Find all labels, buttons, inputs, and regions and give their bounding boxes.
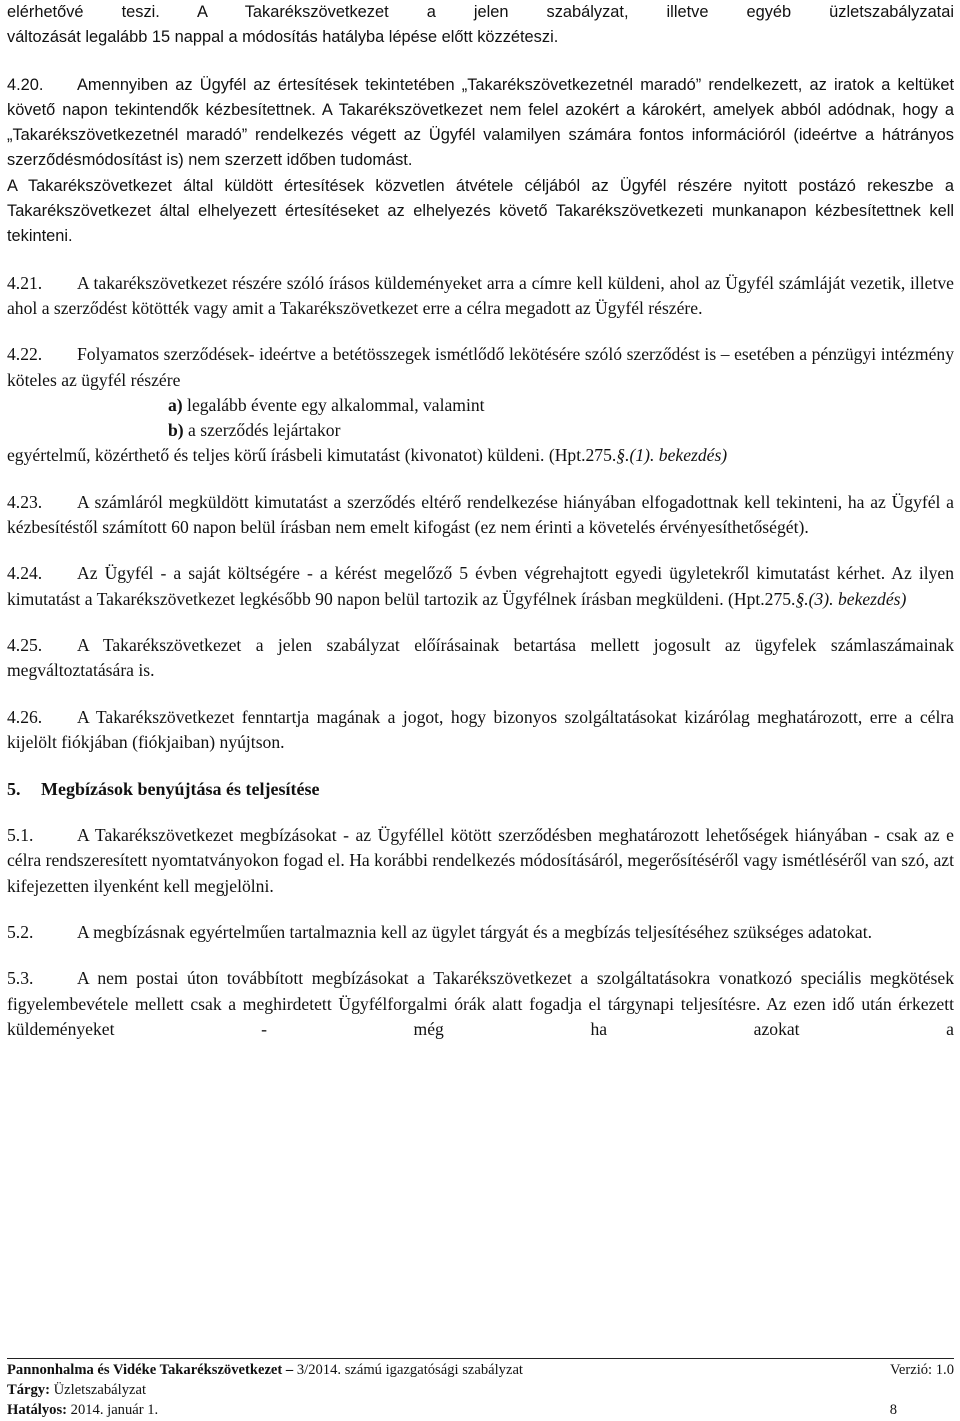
list-item-a — [7, 393, 954, 418]
section-text: A megbízásnak egyértelműen tartalmaznia kell az ügylet tárgyát és a megbízás teljesítéséhez szükséges adatokat. — [77, 922, 872, 943]
section-text: A Takarékszövetkezet a jelen szabályzat előírásainak betartása mellett jogosult az ügyfelek számlaszámainak megváltoztatására is. — [7, 634, 954, 681]
section-tail: egyértelmű, közérthető és teljes körű írásbeli kimutatást (kivonatot) küldeni. (Hpt.275. — [7, 445, 617, 466]
list-text-a: legalább évente egy alkalommal, valamint — [182, 394, 485, 415]
section-text: A számláról megküldött kimutatást a szerződés eltérő rendelkezése hiányában elfogadottnak kell tekinteni, ha az Ügyfél a kézbesítéstől számított 60 napon belül írásban nem emelt kifogást (ez nem érinti a követelés érvényesíthetőségét). — [7, 491, 954, 538]
section-text: A nem postai úton továbbított megbízásokat a Takarékszövetkezet a szolgáltatásokra vonatkozó speciális megkötések figyelembevétele mellett csak a meghirdetett Ügyfélforgalmi órák alatt fogadja el tárgynapi teljesítésre. Az ezen idő után érkezett küldeményeket - még ha azokat a — [7, 968, 954, 1039]
section-number: 4.25. — [7, 634, 43, 655]
section-4-23 — [7, 490, 954, 541]
section-4-26 — [7, 705, 954, 756]
footer-subject-label: Tárgy: — [7, 1382, 54, 1398]
section-text-c: A Takarékszövetkezet által küldött értesítések közvetlen átvétele céljából az Ügyfél részére nyitott postázó rekeszbe a Takarékszövetkezet által elhelyezett értesítéseket az elhelyezés követő Takarékszövetkezeti munkanapon kézbesítettnek kell tekinteni. — [7, 176, 954, 246]
chapter-title: Megbízások benyújtása és teljesítése — [41, 779, 320, 800]
section-number: 5.3. — [7, 968, 34, 989]
section-text: A Takarékszövetkezet fenntartja magának a jogot, hogy bizonyos szolgáltatásokat kizárólag meghatározott, erre a célra kijelölt fiókjában (fiókjaiban) nyújtson. — [7, 706, 954, 752]
section-text: Folyamatos szerződések- ideértve a betétösszegek ismétlődő lekötésére szóló szerződést is – esetében a pénzügyi intézmény köteles az ügyfél részére — [7, 344, 954, 390]
section-4-22 — [7, 342, 954, 468]
legal-reference: §.(3). bekezdés) — [795, 588, 907, 609]
section-number: 5.1. — [7, 825, 34, 846]
list-label-b: b) — [168, 420, 184, 441]
list-label-a: a) — [168, 394, 183, 415]
section-text-b: A Takarékszövetkezet nem felel azokért a károkért, amelyek abból adódnak, hogy a „Takarékszövetkezetnél maradó” rendelkezés végett az Ügyfél valamilyen számára fontos információról (ideértve a hátrányos szerződésmódosítást is) nem szerzett időben tudomást. — [7, 100, 954, 170]
intro-line-2: változását legalább 15 nappal a módosítás hatályba lépése előtt közzéteszi. — [7, 28, 559, 47]
list-item-b — [7, 418, 954, 443]
footer-effective-label: Hatályos: — [7, 1402, 71, 1418]
section-number: 4.23. — [7, 491, 43, 512]
section-text: A Takarékszövetkezet megbízásokat - az Ügyféllel kötött szerződésben meghatározott lehetőségek hiányában - csak az e célra rendszeresített nyomtatványokon fogad el. Ha korábbi rendelkezés módosításáról, megerősítéséről vagy ismétléséről van szó, azt kifejezetten ilyenként kell megjelölni. — [7, 825, 954, 896]
section-4-20 — [7, 73, 954, 250]
page-footer — [7, 1358, 954, 1420]
section-4-24 — [7, 561, 954, 612]
footer-effective-date: 2014. január 1. — [70, 1402, 159, 1418]
section-number: 4.22. — [7, 344, 43, 365]
intro-paragraph — [7, 0, 954, 51]
page-number: 8 — [889, 1402, 897, 1418]
footer-dash: – — [282, 1362, 297, 1378]
footer-subject: Üzletszabályzat — [53, 1382, 146, 1398]
chapter-number: 5. — [7, 779, 21, 800]
document-page — [7, 0, 954, 1042]
section-text-a: Amennyiben az Ügyfél az értesítések tekintetében „Takarékszövetkezetnél maradó” rendelkezett, az iratok a keltüket követő napon tekintendők kézbesítettnek. — [7, 75, 954, 119]
footer-organization: Pannonhalma és Vidéke Takarékszövetkezet — [7, 1362, 283, 1378]
legal-reference: §.(1). bekezdés) — [616, 445, 728, 466]
footer-row-3 — [7, 1400, 954, 1420]
footer-version: Verzió: 1.0 — [889, 1362, 954, 1378]
section-number: 5.2. — [7, 922, 34, 943]
section-5-2 — [7, 920, 954, 945]
section-4-25 — [7, 633, 954, 684]
section-5-3 — [7, 966, 954, 1042]
section-4-21 — [7, 271, 954, 322]
footer-regulation: 3/2014. számú igazgatósági szabályzat — [296, 1362, 523, 1378]
section-number: 4.26. — [7, 706, 43, 727]
section-number: 4.20. — [7, 75, 44, 94]
intro-line-1: elérhetővé teszi. A Takarékszövetkezet a jelen szabályzat, illetve egyéb üzletszabályzatai — [7, 3, 954, 21]
chapter-heading — [7, 776, 954, 802]
footer-row-2 — [7, 1380, 954, 1400]
footer-row-1 — [7, 1360, 954, 1380]
list-text-b: a szerződés lejártakor — [183, 420, 341, 441]
section-number: 4.24. — [7, 563, 43, 584]
section-number: 4.21. — [7, 272, 43, 293]
section-text: Az Ügyfél - a saját költségére - a kérést megelőző 5 évben végrehajtott egyedi ügyletekről kimutatást kérhet. Az ilyen kimutatást a Takarékszövetkezet legkésőbb 90 napon belül tartozik az Ügyfélnek írásban megküldeni. (Hpt.275. — [7, 563, 954, 609]
section-text: A takarékszövetkezet részére szóló írásos küldeményeket arra a címre kell küldeni, ahol az Ügyfél számláját vezetik, illetve ahol a szerződést kötötték vagy amit a Takarékszövetkezet erre a célra megadott az Ügyfél részére. — [7, 272, 954, 318]
section-5-1 — [7, 823, 954, 899]
